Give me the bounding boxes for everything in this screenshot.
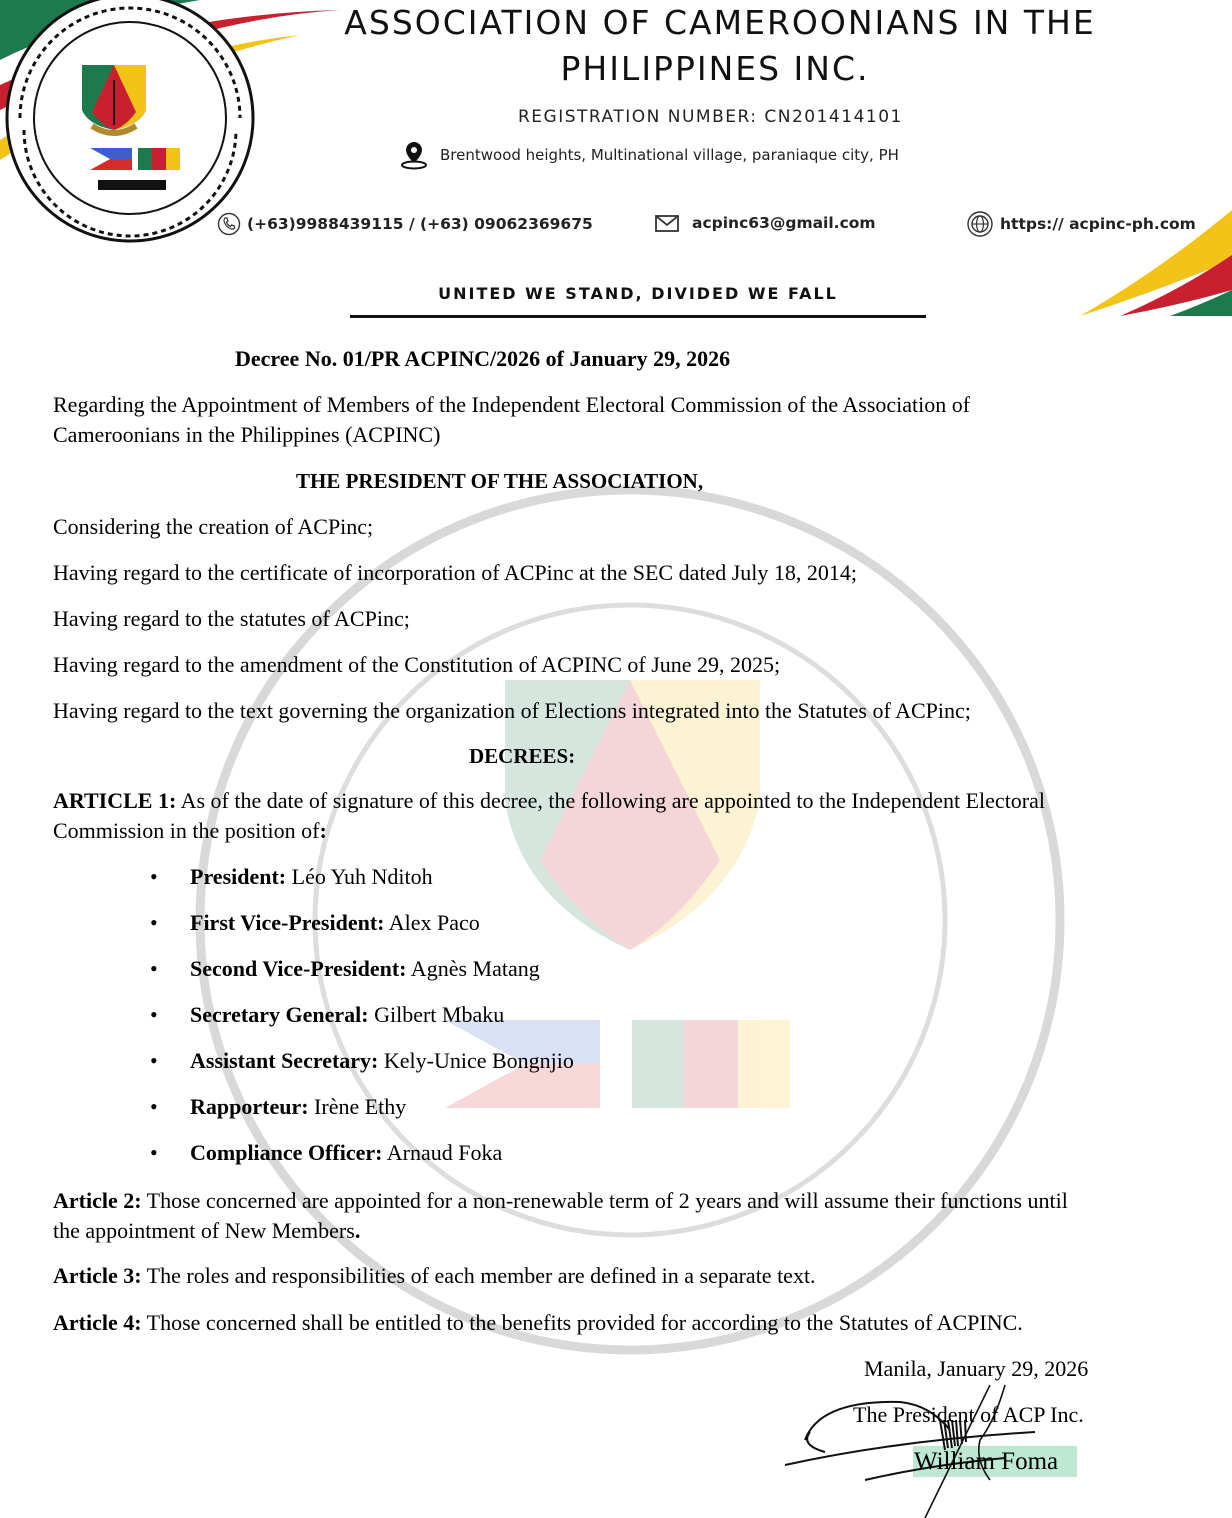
bullet: • [150, 1140, 158, 1165]
appointee-name: Alex Paco [384, 910, 480, 935]
list-item [150, 908, 480, 938]
president-heading: THE PRESIDENT OF THE ASSOCIATION, [296, 469, 704, 493]
signatory-title: The President of ACP Inc. [853, 1402, 1084, 1427]
appointee-name: Gilbert Mbaku [368, 1002, 505, 1027]
consideration: Considering the creation of ACPinc; [53, 514, 374, 539]
article-3-text: The roles and responsibilities of each member are defined in a separate text. [141, 1263, 816, 1288]
bullet: • [150, 910, 158, 935]
bullet: • [150, 864, 158, 889]
article-4-label: Article 4: [53, 1310, 142, 1335]
list-item [150, 1138, 503, 1168]
article-1-colon: : [319, 818, 327, 843]
article-2-period: . [354, 1218, 361, 1243]
signatory-name: William Foma [914, 1448, 1059, 1475]
website: https:// acpinc-ph.com [1000, 215, 1196, 233]
org-name-line2: PHILIPPINES INC. [560, 49, 870, 88]
role-label: Compliance Officer: [190, 1140, 383, 1165]
bullet: • [150, 1094, 158, 1119]
email: acpinc63@gmail.com [692, 214, 876, 232]
role-label: Assistant Secretary: [190, 1048, 379, 1073]
list-item [150, 862, 433, 892]
consideration: Having regard to the statutes of ACPinc; [53, 606, 410, 631]
article-2-text-cont: the appointment of New Members [53, 1218, 355, 1243]
subject-line-2: Cameroonians in the Philippines (ACPINC) [53, 422, 441, 447]
article-2-label: Article 2: [53, 1188, 142, 1213]
article-2 [53, 1186, 1068, 1216]
appointee-name: Agnès Matang [406, 956, 540, 981]
article-3-label: Article 3: [53, 1263, 142, 1288]
consideration: Having regard to the amendment of the Constitution of ACPINC of June 29, 2025; [53, 652, 781, 677]
decrees-heading: DECREES: [469, 744, 576, 768]
list-item [150, 1046, 574, 1076]
appointee-name: Léo Yuh Nditoh [286, 864, 433, 889]
org-name-line1: ASSOCIATION OF CAMEROONIANS IN THE [344, 3, 1096, 42]
article-1-label: ARTICLE 1: [53, 788, 177, 813]
article-4 [53, 1308, 1023, 1338]
consideration: Having regard to the certificate of incorporation of ACPinc at the SEC dated July 18, 2014; [53, 560, 858, 585]
role-label: First Vice-President: [190, 910, 385, 935]
consideration: Having regard to the text governing the organization of Elections integrated into the Statutes of ACPinc; [53, 698, 971, 723]
address: Brentwood heights, Multinational village, paraniaque city, PH [440, 146, 899, 164]
article-1-text-cont: Commission in the position of [53, 818, 320, 843]
role-label: Rapporteur: [190, 1094, 309, 1119]
role-label: President: [190, 864, 287, 889]
location-pin-icon [398, 140, 430, 170]
registration-number: REGISTRATION NUMBER: CN201414101 [518, 107, 903, 127]
header-divider [350, 315, 926, 318]
list-item [150, 1092, 407, 1122]
appointee-name: Arnaud Foka [382, 1140, 503, 1165]
appointee-name: Irène Ethy [308, 1094, 407, 1119]
article-2-text: Those concerned are appointed for a non-renewable term of 2 years and will assume their functions until [141, 1188, 1068, 1213]
article-1 [53, 786, 1045, 816]
bullet: • [150, 1002, 158, 1027]
appointee-name: Kely-Unice Bongnjio [378, 1048, 574, 1073]
motto: UNITED WE STAND, DIVIDED WE FALL [438, 284, 838, 303]
place-date: Manila, January 29, 2026 [864, 1356, 1089, 1381]
bullet: • [150, 1048, 158, 1073]
phone-icon [217, 212, 241, 236]
article-3 [53, 1261, 816, 1291]
article-1-text: As of the date of signature of this decree, the following are appointed to the Independent Electoral [176, 788, 1046, 813]
subject-line-1: Regarding the Appointment of Members of the Independent Electoral Commission of the Association of [53, 392, 971, 417]
acp-logo [0, 0, 265, 245]
bullet: • [150, 956, 158, 981]
envelope-icon [654, 212, 680, 234]
role-label: Secretary General: [190, 1002, 369, 1027]
phone-numbers: (+63)9988439115 / (+63) 09062369675 [247, 215, 593, 233]
article-4-text: Those concerned shall be entitled to the benefits provided for according to the Statutes of ACPINC. [141, 1310, 1023, 1335]
list-item [150, 1000, 505, 1030]
list-item [150, 954, 540, 984]
globe-icon [966, 210, 994, 238]
decree-title: Decree No. 01/PR ACPINC/2026 of January 29, 2026 [235, 346, 731, 371]
role-label: Second Vice-President: [190, 956, 407, 981]
